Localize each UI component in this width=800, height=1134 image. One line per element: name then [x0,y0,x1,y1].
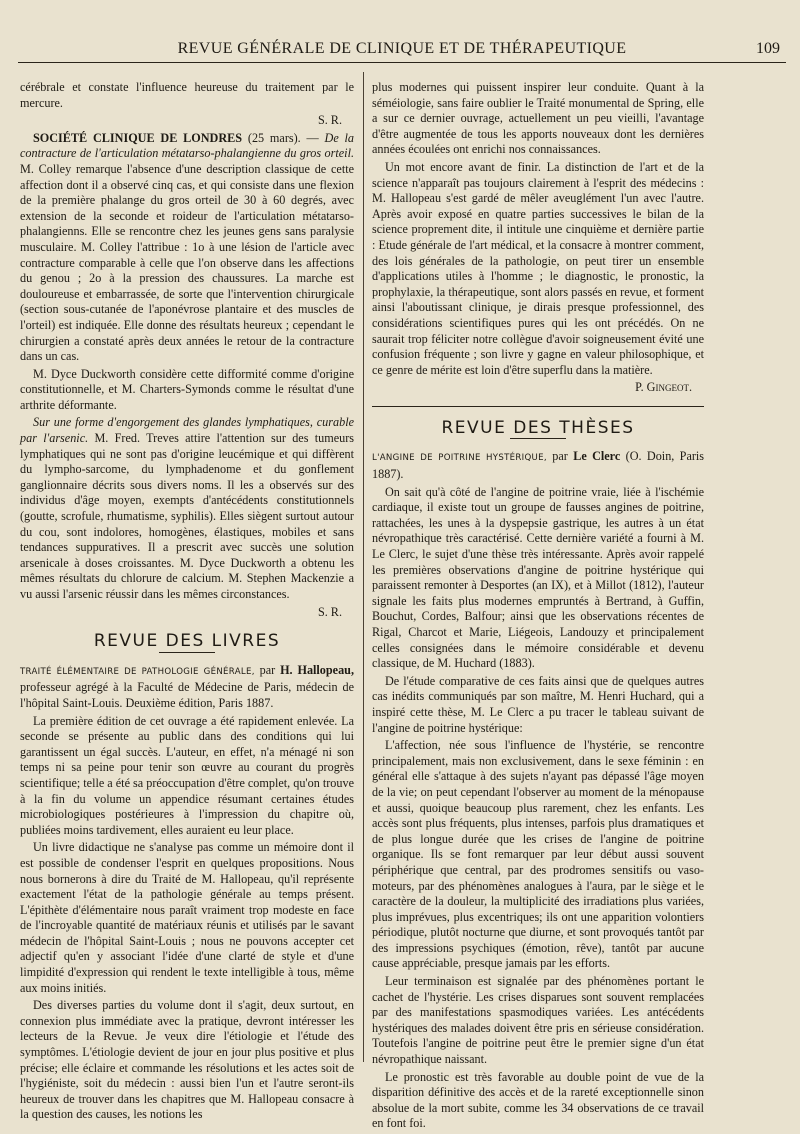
paragraph: De l'étude comparative de ces faits ainsi que de quelques autres cas inédits communiqués par son maître, M. Henri Huchard, qui a inspiré cette thèse, M. Le Clerc a pu tracer le tableau suivant de l'angine de poitrine hystérique: [372,673,704,735]
paragraph: L'affection, née sous l'influence de l'hystérie, se rencontre principalement, mais non exclusivement, dans le sexe féminin : en général elle s'attaque à des sujets n'ayant pas dépassé l'âge moyen de la vie; on peut cependant l'observer au moment de la ménopause et aussi, quoique beaucoup plus rarement, chez les enfants. Les accès sont plus fréquents, plus intenses, parfois plus dramatiques et de plus longue durée que les crises de l'angine de poitrine organique. Ils se font remarquer par leur début aussi souvent périphérique que central, par des prodromes sensitifs ou vaso-moteurs, par des phénomènes analogues à l'aura, par le siège et le caractère de la douleur, la multiplicité des irradiations plus variées, plus imprévues, plus excentriques; ils ont une apparition volontiers périodique, plutôt nocturne que diurne, et sont provoqués tantôt par des impressions psychiques (émotion, rêve), tantôt par aucune cause appréciable, presque jamais par les efforts. [372,738,704,971]
page-number: 109 [756,40,780,57]
section-separator [372,406,704,407]
paragraph-text: M. Fred. Treves attire l'attention sur des tumeurs lymphatiques qui ne sont pas d'origine leucémique et qui diffèrent du lympho-sarcome, du lymphadenome et du gonflement ganglionnaire décrits sous divers noms. Il les a observés sur des individus d'âge moyen, exempts d'antécédents constitutionnels (goutte, scrofule, rhumatisme, syphilis). Elles siègent surtout autour du cou, sont indolores, homogènes, élastiques, mobiles et sans tendances suppuratives. Il a prescrit avec succès une solution arsenicale à doses croissantes. M. Dyce Duckworth a obtenu les mêmes résultats du chlorure de calcium. M. Stephen Mackenzie a vu aussi l'arsenic réussir dans les mêmes circonstances. [20,431,355,601]
paragraph: Un livre didactique ne s'analyse pas comme un mémoire dont il est possible de condenser l'esprit en quelques propositions. Nous nous bornerons à dire du Traité de M. Hallopeau, qu'il représente exactement l'état de la pathologie générale au temps présent. L'épithète d'élémentaire nous paraît vraiment trop modeste en face de l'incroyable quantité de matériaux réunis et utilisés par le savant médecin de l'hôpital Saint-Louis ; nous ne pouvons accepter cet adjectif qu'en y associant l'idée d'une clarté de style et d'une limpidité d'expression qui rendent le texte intelligible à tous, même aux moins initiés. [20,840,354,995]
society-name: SOCIÉTÉ CLINIQUE DE LONDRES [33,130,243,145]
lymph-paragraph [20,415,354,602]
signature: S. R. [317,604,342,619]
book-details: professeur agrégé à la Faculté de Médecine de Paris, médecin de l'hôpital Saint-Louis. Deuxième édition, Paris 1887. [20,680,354,710]
paragraph: cérébrale et constate l'influence heureuse du traitement par le mercure. [20,80,354,110]
subtopic-title: Sur une forme d'engorgement des glandes lymphatiques, curable par l'arsenic. [20,415,354,446]
heading-rule [159,652,215,653]
running-header [18,38,786,63]
thesis-entry [372,449,704,482]
section-heading-theses: REVUE DES THÈSES [441,417,635,438]
thesis-details: (O. Doin, Paris 1887). [372,449,705,482]
paragraph: La première édition de cet ouvrage a été rapidement enlevée. La seconde se présente au public dans des conditions qui lui garantissent un égal succès. L'auteur, en effet, n'a ménagé ni son temps ni sa peine pour tenir son œuvre au courant du progrès scientifique; telle a été sa préoccupation d'être complet, qu'on trouve à la fin du volume un appendice résumant certaines études microbiologiques postérieures à l'impression du chapitre où, publiées moins tardivement, elles auraient eu leur place. [20,713,355,837]
paragraph-text: M. Colley remarque l'absence d'une description classique de cette affection dont il a observé cinq cas, et qui consiste dans une flexion de la première phalange du gros orteil de 30 à 60 degrés, avec extension de la seconde et roideur de l'articulation métatarso-phalangienns. Elle se rencontre chez les jeunes gens sans paralysie musculaire. M. Colley l'attribue : 1o à une lésion de l'article avec contracture comparable à celle que l'on observe dans les affections du genou ; 2o à la pression des chaussures. La marche est douloureuse et embarrassée, de sorte que l'intervention chirurgicale (section sous-cutanée de l'aponévrose plantaire et des muscles de l'orteil) est indiquée. Elle donne des résultats heureux ; cependant le chirurgien a constaté après deux années le retour de la contracture dans un cas. [20,161,354,364]
section-heading-livres: REVUE DES LIVRES [93,631,281,652]
book-entry [20,663,354,712]
book-title: TRAITÉ ÉLÉMENTAIRE DE PATHOLOGIE GÉNÉRALE, [20,666,255,677]
paragraph: Des diverses parties du volume dont il s'agit, deux surtout, en connexion plus immédiate avec la pratique, devront intéresser les lecteurs de la Revue. Je veux dire l'étiologie et l'étude des symptômes. L'étiologie devient de jour en jour plus positive et plus précise; elle éclaire et commande les résolutions et les actes soit de l'hygiéniste, soit du médecin : aussi bien l'un et l'autre seront-ils heureux de trouver dans les chapitres que M. Hallopeau consacre à la question des causes, les notions les [20,998,354,1122]
thesis-author: Le Clerc [573,449,621,464]
heading-rule [510,438,566,439]
paragraph: Leur terminaison est signalée par des phénomènes portant le cachet de l'hystérie. Les crises disparues sont souvent remplacées par des manifestations spasmodiques variées. Les antécédents hystériques des malades doivent être pris en sérieuse considération. Toutefois l'angine de poitrine peut être le premier signe d'un état névropathique naissant. [372,974,704,1067]
society-date: (25 mars). — [247,130,319,145]
book-author: H. Hallopeau, [280,662,355,677]
societe-paragraph [20,131,354,365]
society-topic: De la contracture de l'articulation métatarso-phalangienne du gros orteil. [20,130,355,161]
paragraph: On sait qu'à côté de l'angine de poitrine vraie, liée à l'ischémie cardiaque, il existe tout un groupe de fausses angines de poitrine, rattachées, les unes à la dyspepsie gastrique, les autres à un état névropathique très caractérisé. Cette dernière variété a fourni à M. Le Clerc, le sujet d'une thèse très intéressante. Après avoir rappelé les premières observations d'angine de poitrine hystérique qui paraissent remonter à Desportes (an IX), et à Millot (1812), l'auteur signale les faits plus modernes empruntés à Bertrand, à Guffin, Bouchut, Cordes, Balfour; ainsi que les observations récentes de Rigal, Charcot et Marie, Liégeois, Landouzy et principalement celles consignées dans le mémoire considérable et devenu classique, de M. Huchard (1883). [372,484,704,671]
column-divider [363,72,364,1062]
by-word: par [259,662,276,677]
paragraph: M. Dyce Duckworth considère cette difformité comme d'origine constitutionnelle, et M. Charters-Symonds comme le résultat d'une arthrite déformante. [20,366,354,412]
signature: P. Gingeot. [635,380,692,395]
by-word: par [552,449,568,464]
signature: S. R. [317,113,342,128]
paragraph: Le pronostic est très favorable au double point de vue de la disparition définitive des accès et de la rareté exceptionnelle sinon absolue de la mort subite, comme les 34 observations de ce travail en font foi. [372,1069,704,1131]
paragraph: Un mot encore avant de finir. La distinction de l'art et de la science n'apparaît pas toujours clairement à l'esprit des médecins : M. Hallopeau s'est gardé de mêler aveuglément l'un avec l'autre. Après avoir exposé en quatre parties successives le bilan de la science proprement dite, il intitule une cinquième et dernière partie : Etude générale de l'art médical, et la consacre à montrer comment, des lois générales de la pathologie, on peut tirer un ensemble d'applications utiles à l'homme ; le diagnostic, le pronostic, la prophylaxie, la thérapeutique, sont alors passés en revue, et forment ainsi l'aboutissant clinique, je dirais presque professionnel, des considérations scientifiques pures qui les ont précédés. On ne saurait trop féliciter notre collègue d'avoir soigneusement évité une confusion fréquente ; son livre y gagne en valeur philosophique, et ce genre de mérite est loin d'être superflu dans la matière. [372,159,704,377]
thesis-title: L'ANGINE DE POITRINE HYSTÉRIQUE, [372,453,547,464]
left-column [20,80,354,1125]
journal-title: REVUE GÉNÉRALE DE CLINIQUE ET DE THÉRAPEUTIQUE [177,40,627,57]
right-column [372,80,704,1134]
paragraph: plus modernes qui puissent inspirer leur conduite. Quant à la séméiologie, sans faire oublier le Traité monumental de Spring, elle a sur ce dernier ouvrage, actuellement un peu vieilli, l'avantage d'être augmentée de tous les apports nouveaux dont les dernières années écoulées ont enrichi nos connaissances. [372,80,704,157]
